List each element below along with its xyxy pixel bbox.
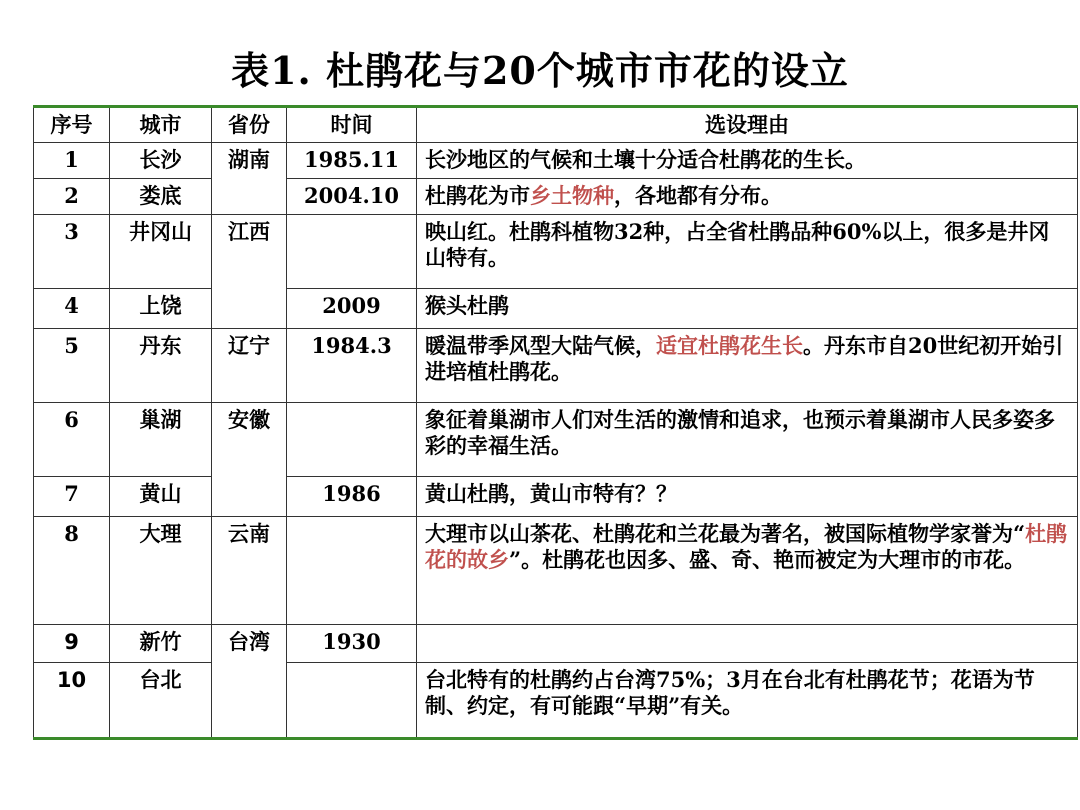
table-row xyxy=(34,289,1078,329)
cell-reason: 映山红。杜鹃科植物32种，占全省杜鹃品种60%以上，很多是井冈山特有。 xyxy=(417,215,1078,289)
header-province: 省份 xyxy=(212,107,287,143)
cell-reason xyxy=(417,329,1078,403)
cell-time: 1986 xyxy=(287,477,417,517)
cell-no: 3 xyxy=(34,215,110,289)
cell-no: 8 xyxy=(34,517,110,625)
cell-no: 4 xyxy=(34,289,110,329)
cell-reason xyxy=(417,517,1078,625)
cell-time xyxy=(287,215,417,289)
cell-reason xyxy=(417,625,1078,663)
cell-no: 7 xyxy=(34,477,110,517)
table-row xyxy=(34,143,1078,179)
cell-province: 辽宁 xyxy=(212,329,287,403)
header-no: 序号 xyxy=(34,107,110,143)
cell-reason: 猴头杜鹃 xyxy=(417,289,1078,329)
cell-no: 2 xyxy=(34,179,110,215)
cell-time: 2004.10 xyxy=(287,179,417,215)
cell-city: 黄山 xyxy=(110,477,212,517)
cell-time: 2009 xyxy=(287,289,417,329)
cell-no: 10 xyxy=(34,663,110,739)
reason-text: 大理市以山茶花、杜鹃花和兰花最为著名，被国际植物学家誉为“ xyxy=(425,521,1026,546)
cell-reason: 台北特有的杜鹃约占台湾75%；3月在台北有杜鹃花节；花语为节制、约定，有可能跟“早期”有关。 xyxy=(417,663,1078,739)
table-row xyxy=(34,403,1078,477)
table-row xyxy=(34,517,1078,625)
cell-time: 1984.3 xyxy=(287,329,417,403)
highlight-text: 适宜杜鹃花生长 xyxy=(656,333,803,358)
page-title: 表1. 杜鹃花与20个城市市花的设立 xyxy=(231,48,849,93)
table-row xyxy=(34,329,1078,403)
cell-province: 江西 xyxy=(212,215,287,329)
cell-time: 1985.11 xyxy=(287,143,417,179)
table-header-row xyxy=(34,107,1078,143)
cell-city: 丹东 xyxy=(110,329,212,403)
cell-city: 上饶 xyxy=(110,289,212,329)
header-time: 时间 xyxy=(287,107,417,143)
cell-no: 6 xyxy=(34,403,110,477)
cell-province: 台湾 xyxy=(212,625,287,739)
highlight-text: 乡土物种 xyxy=(530,183,614,208)
cell-time: 1930 xyxy=(287,625,417,663)
cell-reason: 黄山杜鹃，黄山市特有？？ xyxy=(417,477,1078,517)
cell-reason xyxy=(417,179,1078,215)
table-row xyxy=(34,663,1078,739)
highlight-text: 杜鹃花的故乡 xyxy=(425,521,1068,572)
cell-reason: 长沙地区的气候和土壤十分适合杜鹃花的生长。 xyxy=(417,143,1078,179)
cell-city: 台北 xyxy=(110,663,212,739)
cell-city: 娄底 xyxy=(110,179,212,215)
cell-time xyxy=(287,663,417,739)
cell-city: 大理 xyxy=(110,517,212,625)
table-row xyxy=(34,215,1078,289)
cell-no: 9 xyxy=(34,625,110,663)
reason-text: 。丹东市自20世纪初开始引进培植杜鹃花。 xyxy=(425,333,1064,384)
cell-province: 云南 xyxy=(212,517,287,625)
cell-time xyxy=(287,403,417,477)
reason-text: 杜鹃花为市 xyxy=(425,183,530,208)
cell-no: 5 xyxy=(34,329,110,403)
header-reason: 选设理由 xyxy=(417,107,1078,143)
cell-city: 巢湖 xyxy=(110,403,212,477)
cell-city: 新竹 xyxy=(110,625,212,663)
header-city: 城市 xyxy=(110,107,212,143)
table-row xyxy=(34,477,1078,517)
reason-text: ，各地都有分布。 xyxy=(614,183,782,208)
cell-city: 长沙 xyxy=(110,143,212,179)
reason-text: ”。杜鹃花也因多、盛、奇、艳而被定为大理市的市花。 xyxy=(509,547,1026,572)
cell-province: 湖南 xyxy=(212,143,287,215)
cell-city: 井冈山 xyxy=(110,215,212,289)
cell-province: 安徽 xyxy=(212,403,287,517)
cell-time xyxy=(287,517,417,625)
cell-no: 1 xyxy=(34,143,110,179)
reason-text: 暖温带季风型大陆气候， xyxy=(425,333,656,358)
table-row xyxy=(34,625,1078,663)
cell-reason: 象征着巢湖市人们对生活的激情和追求，也预示着巢湖市人民多姿多彩的幸福生活。 xyxy=(417,403,1078,477)
city-flower-table xyxy=(33,105,1078,740)
table-row xyxy=(34,179,1078,215)
